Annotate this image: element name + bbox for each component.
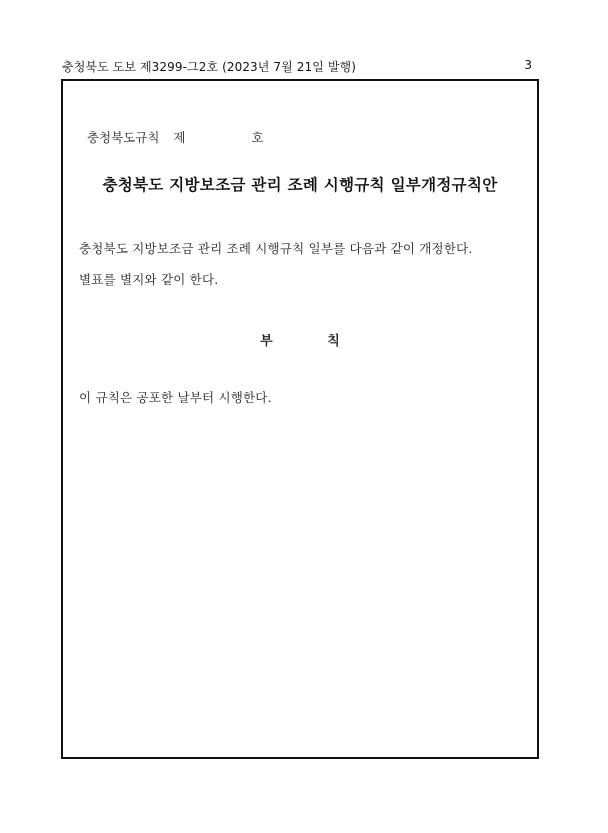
page-number: 3 (524, 58, 532, 72)
effective-clause: 이 규칙은 공포한 날부터 시행한다. (79, 390, 272, 405)
regulation-number (79, 113, 264, 146)
body-line-annex: 별표를 별지와 같이 한다. (79, 272, 219, 287)
regulation-je: 제 (173, 130, 186, 145)
supplementary-heading: 부 칙 (260, 334, 340, 349)
regulation-prefix: 충청북도규칙 (86, 130, 160, 145)
document-title: 충청북도 지방보조금 관리 조례 시행규칙 일부개정규칙안 (102, 175, 498, 194)
body-line-amendment: 충청북도 지방보조금 관리 조례 시행규칙 일부를 다음과 같이 개정한다. (79, 241, 473, 256)
regulation-ho: 호 (251, 130, 264, 145)
running-head: 충청북도 도보 제3299-그2호 (2023년 7월 21일 발행) (62, 60, 356, 74)
